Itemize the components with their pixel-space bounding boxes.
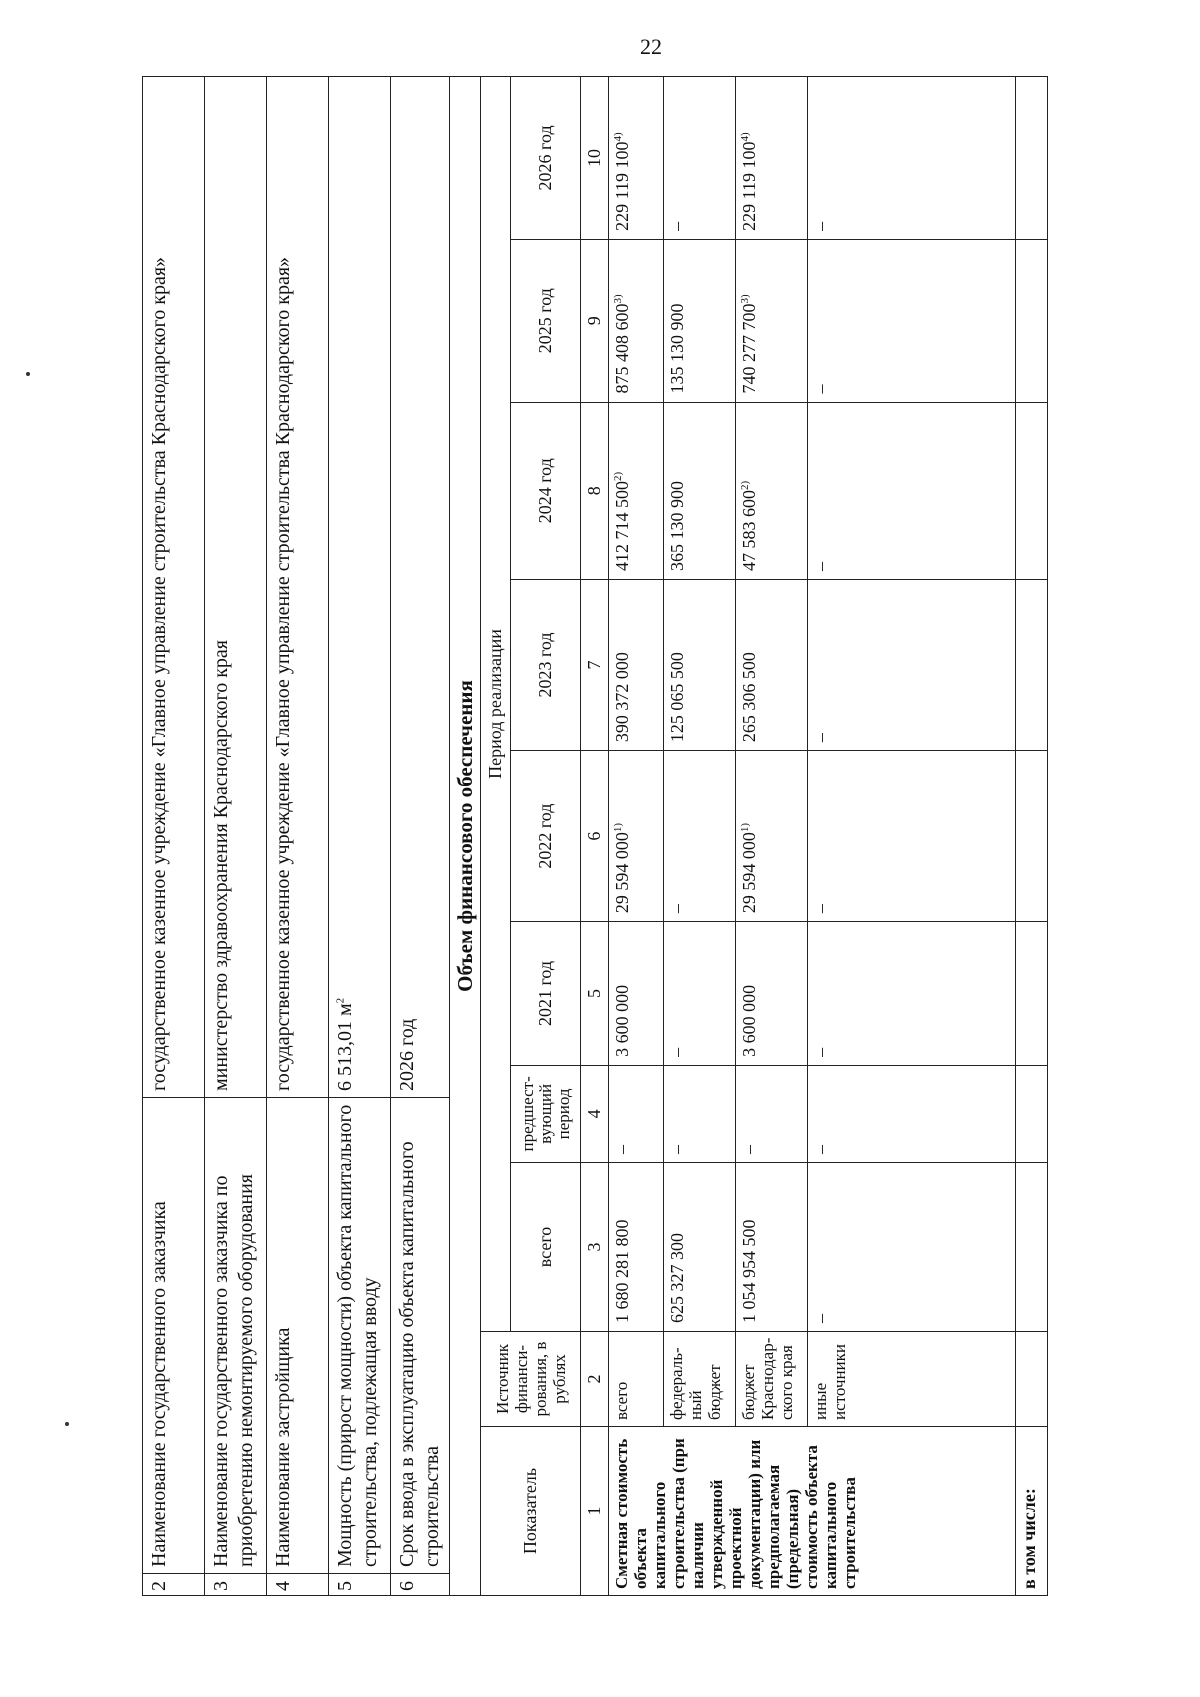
- value-2025: 740 277 700$^{3)}$: [736, 239, 808, 402]
- finance-row-other: [808, 77, 1016, 1596]
- value-total: 625 327 300: [664, 1162, 736, 1331]
- value-total: 1 054 954 500: [736, 1162, 808, 1331]
- row-number: 5: [329, 1574, 391, 1596]
- col-number: 9: [581, 239, 609, 402]
- col-number: 7: [581, 579, 609, 750]
- footnote-ref: 1): [739, 823, 751, 833]
- value-2024: 365 130 900: [664, 402, 736, 579]
- value-2026: –: [808, 77, 1016, 240]
- finance-row-regional: [736, 77, 808, 1596]
- value-2023: 125 065 500: [664, 579, 736, 750]
- row-value: министерство здравоохранения Краснодарского края: [205, 77, 267, 1098]
- source-label: иные источники: [808, 1331, 1016, 1426]
- header-2026: 2026 год: [511, 77, 581, 240]
- col-number: 1: [581, 1427, 609, 1596]
- empty-cell: [1016, 77, 1048, 240]
- value-previous: –: [736, 1065, 808, 1162]
- value-2025: 875 408 600$^{3)}$: [609, 239, 664, 402]
- value-2021: 3 600 000: [736, 922, 808, 1066]
- column-number-row: [581, 77, 609, 1596]
- footnote-ref: 4): [612, 132, 624, 142]
- scan-speck: [65, 1422, 69, 1426]
- col-number: 6: [581, 751, 609, 922]
- empty-cell: [1016, 402, 1048, 579]
- header-2023: 2023 год: [511, 579, 581, 750]
- value-2023: –: [808, 579, 1016, 750]
- value-2022: –: [808, 751, 1016, 922]
- header-previous-period: предшест-вующий период: [511, 1065, 581, 1162]
- row-number: 2: [143, 1574, 205, 1596]
- header-row: [481, 77, 511, 1596]
- header-period: Период реализации: [481, 77, 511, 1332]
- source-label: федераль-ный бюджет: [664, 1331, 736, 1426]
- info-row: [143, 77, 205, 1596]
- row-label: Наименование государственного заказчика: [143, 1098, 205, 1574]
- indicator-label: Сметная стоимость объекта капитального строительства (при наличии утвержденной проектной документации) или предполагаемая (предельная) стоимость объекта капитального строительства: [609, 1427, 1016, 1596]
- value-2022: 29 594 000$^{1)}$: [736, 751, 808, 922]
- finance-row-federal: [664, 77, 736, 1596]
- header-2021: 2021 год: [511, 922, 581, 1066]
- empty-cell: [1016, 751, 1048, 922]
- empty-cell: [1016, 1065, 1048, 1162]
- project-info-table: [142, 76, 450, 1596]
- value-2024: 412 714 500$^{2)}$: [609, 402, 664, 579]
- row-number: 3: [205, 1574, 267, 1596]
- value-previous: –: [664, 1065, 736, 1162]
- row-number: 6: [391, 1574, 450, 1596]
- row-label: Мощность (прирост мощности) объекта капитального строительства, подлежащая вводу: [329, 1098, 391, 1574]
- row-label: Наименование застройщика: [267, 1098, 329, 1574]
- header-source: Источник финанси-рования, в рублях: [481, 1331, 581, 1426]
- including-label: в том числе:: [1016, 1427, 1048, 1596]
- row-value: государственное казенное учреждение «Главное управление строительства Краснодарского края»: [267, 77, 329, 1098]
- finance-table: [480, 76, 1048, 1596]
- row-value: 2026 год: [391, 77, 450, 1098]
- row-label: Наименование государственного заказчика по приобретению немонтируемого оборудования: [205, 1098, 267, 1574]
- scan-speck: [26, 372, 30, 376]
- col-number: 2: [581, 1331, 609, 1426]
- value-2023: 390 372 000: [609, 579, 664, 750]
- source-label: всего: [609, 1331, 664, 1426]
- header-total: всего: [511, 1162, 581, 1331]
- empty-cell: [1016, 239, 1048, 402]
- empty-cell: [1016, 579, 1048, 750]
- info-row: [329, 77, 391, 1596]
- source-label: бюджет Краснодар-ского края: [736, 1331, 808, 1426]
- value-previous: –: [808, 1065, 1016, 1162]
- footnote-ref: 1): [612, 823, 624, 833]
- footnote-ref: 2): [612, 471, 624, 481]
- value-previous: –: [609, 1065, 664, 1162]
- capacity-unit-power: 2: [334, 997, 347, 1004]
- footnote-ref: 3): [612, 294, 624, 304]
- col-number: 5: [581, 922, 609, 1066]
- col-number: 4: [581, 1065, 609, 1162]
- empty-cell: [1016, 1331, 1048, 1426]
- capacity-value: 6 513,01 м: [334, 1003, 356, 1091]
- row-number: 4: [267, 1574, 329, 1596]
- value-2021: 3 600 000: [609, 922, 664, 1066]
- info-row: [391, 77, 450, 1596]
- info-row: [267, 77, 329, 1596]
- value-2025: –: [808, 239, 1016, 402]
- empty-cell: [1016, 922, 1048, 1066]
- finance-row-total: [609, 77, 664, 1596]
- value-2026: –: [664, 77, 736, 240]
- col-number: 3: [581, 1162, 609, 1331]
- value-2022: –: [664, 751, 736, 922]
- col-number: 10: [581, 77, 609, 240]
- value-2025: 135 130 900: [664, 239, 736, 402]
- footnote-ref: 3): [739, 294, 751, 304]
- col-number: 8: [581, 402, 609, 579]
- header-2025: 2025 год: [511, 239, 581, 402]
- finance-row-including: [1016, 77, 1048, 1596]
- empty-cell: [1016, 1162, 1048, 1331]
- row-label: Срок ввода в эксплуатацию объекта капитального строительства: [391, 1098, 450, 1574]
- value-2022: 29 594 000$^{1)}$: [609, 751, 664, 922]
- value-2023: 265 306 500: [736, 579, 808, 750]
- info-row: [205, 77, 267, 1596]
- header-2022: 2022 год: [511, 751, 581, 922]
- row-value: государственное казенное учреждение «Главное управление строительства Краснодарского края»: [143, 77, 205, 1098]
- value-2026: 229 119 100$^{4)}$: [736, 77, 808, 240]
- rotated-sheet: [142, 76, 1172, 1596]
- page-number: 22: [640, 34, 662, 59]
- value-total: –: [808, 1162, 1016, 1331]
- value-2024: –: [808, 402, 1016, 579]
- value-2021: –: [664, 922, 736, 1066]
- row-value: [329, 77, 391, 1098]
- value-total: 1 680 281 800: [609, 1162, 664, 1331]
- footnote-ref: 4): [739, 132, 751, 142]
- finance-section-title: Объем финансового обеспечения: [450, 76, 480, 1596]
- value-2021: –: [808, 922, 1016, 1066]
- value-2026: 229 119 100$^{4)}$: [609, 77, 664, 240]
- footnote-ref: 2): [739, 480, 751, 490]
- header-2024: 2024 год: [511, 402, 581, 579]
- header-indicator: Показатель: [481, 1427, 581, 1596]
- value-2024: 47 583 600$^{2)}$: [736, 402, 808, 579]
